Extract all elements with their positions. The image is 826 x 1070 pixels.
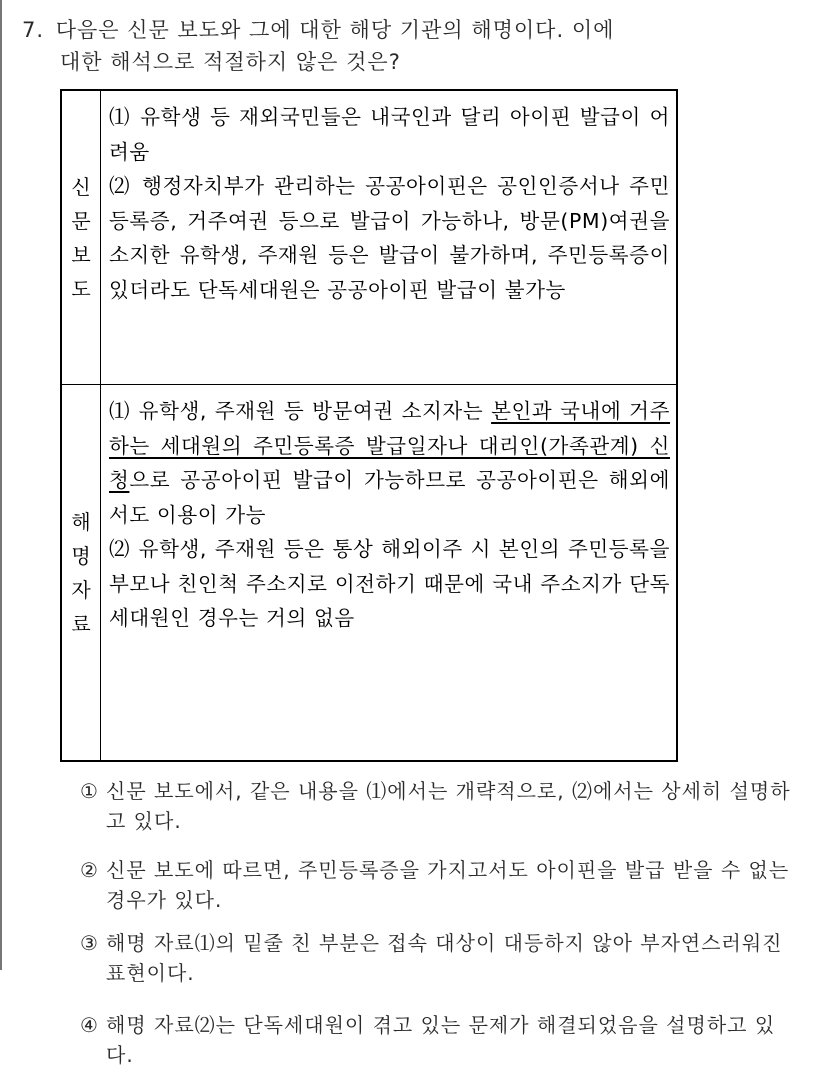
choice-text: 해명 자료⑴의 밑줄 친 부분은 접속 대상이 대등하지 않아 부자연스러워진 표현이다. <box>106 931 783 985</box>
answer-choices <box>80 776 800 1070</box>
question-stem-line-1: 다음은 신문 보도와 그에 대한 해당 기관의 해명이다. 이에 <box>55 18 615 42</box>
response-item-1-prefix: ⑴ 유학생, 주재원 등 방문여권 소지자는 <box>109 399 492 423</box>
label-char: 신 <box>71 174 91 199</box>
question-stem-line-2: 대한 해석으로 적절하지 않은 것은? <box>60 50 401 74</box>
choice-1[interactable] <box>80 776 800 836</box>
question-number: 7. <box>22 18 45 42</box>
choice-marker: ③ <box>80 931 99 955</box>
news-report-body <box>101 90 678 385</box>
response-item-2: ⑵ 유학생, 주재원 등은 통상 해외이주 시 본인의 주민등록을 부모나 친인척 주소지로 이전하기 때문에 국내 주소지가 단독세대원인 경우는 거의 없음 <box>109 537 670 630</box>
choice-2[interactable] <box>80 855 800 915</box>
underlined-phrase: 본인과 국내에 거주하는 세대원의 주민등록증 발급일자나 대리인(가족관계) 신청 <box>109 399 670 492</box>
news-report-row <box>61 90 677 385</box>
news-item-2: ⑵ 행정자치부가 관리하는 공공아이핀은 공인인증서나 주민등록증, 거주여권 등으로 발급이 가능하나, 방문(PM)여권을 소지한 유학생, 주재원 등은 발급이 불가하며, 주민등록증이 있더라도 단독세대원은 공공아이핀 발급이 불가능 <box>109 174 670 302</box>
choice-marker: ④ <box>80 1013 99 1037</box>
choice-marker: ② <box>80 858 99 882</box>
response-item-1-suffix: 으로 공공아이핀 발급이 가능하므로 공공아이핀은 해외에서도 이용이 가능 <box>109 468 670 527</box>
choice-4[interactable] <box>80 1010 800 1070</box>
question-stem <box>22 14 802 78</box>
label-char: 명 <box>71 543 91 568</box>
response-item-1 <box>109 394 670 532</box>
passage-table <box>60 89 678 762</box>
label-char: 보 <box>71 242 91 267</box>
label-char: 도 <box>71 276 91 301</box>
label-char: 해 <box>71 509 91 534</box>
label-char: 문 <box>71 208 91 233</box>
response-label <box>61 385 101 762</box>
news-report-label <box>61 90 101 385</box>
label-char: 료 <box>71 611 91 636</box>
response-body <box>101 385 678 762</box>
choice-3[interactable] <box>80 928 800 988</box>
choice-text: 신문 보도에서, 같은 내용을 ⑴에서는 개략적으로, ⑵에서는 상세히 설명하고 있다. <box>106 779 791 833</box>
response-row <box>61 385 677 762</box>
page-margin-rule <box>0 0 2 970</box>
choice-text: 신문 보도에 따르면, 주민등록증을 가지고서도 아이핀을 발급 받을 수 없는 경우가 있다. <box>106 858 790 912</box>
news-item-1: ⑴ 유학생 등 재외국민들은 내국인과 달리 아이핀 발급이 어려움 <box>109 105 670 164</box>
choice-marker: ① <box>80 779 99 803</box>
label-char: 자 <box>71 577 91 602</box>
choice-text: 해명 자료⑵는 단독세대원이 겪고 있는 문제가 해결되었음을 설명하고 있다. <box>106 1013 776 1067</box>
